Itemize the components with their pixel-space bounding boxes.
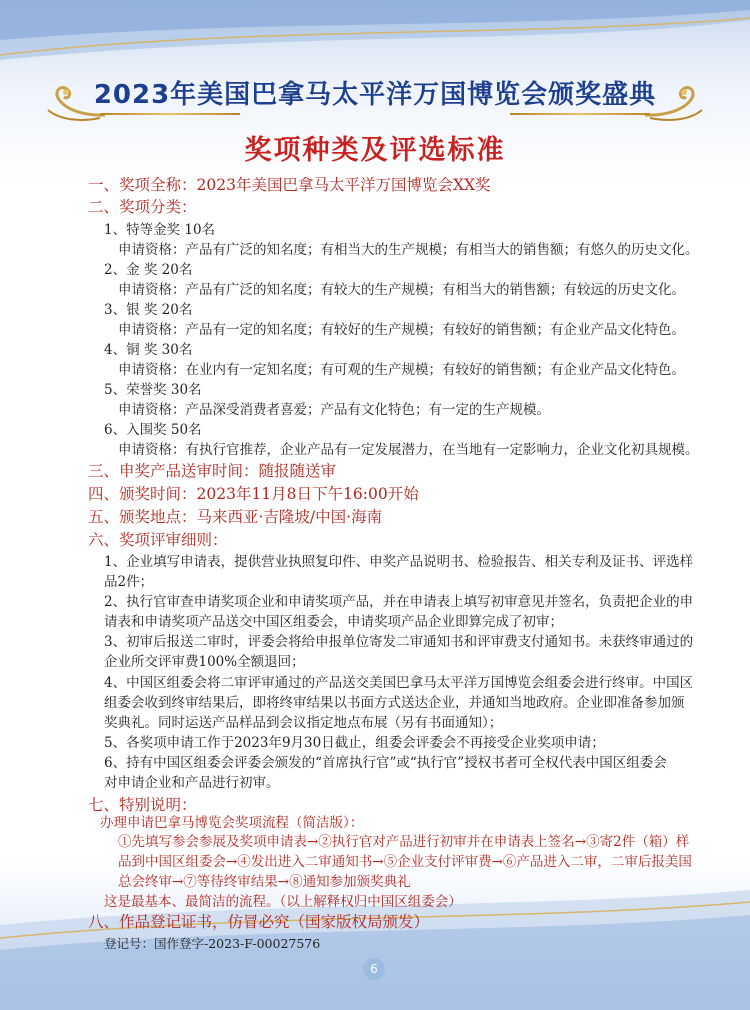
section-3-heading: 三、申奖产品送审时间：随报随送审 [88, 462, 337, 480]
section-7-heading: 七、特别说明： [88, 796, 197, 814]
section-4-heading: 四、颁奖时间：2023年11月8日下午16:00开始 [88, 485, 419, 503]
section-2-heading: 二、奖项分类： [88, 198, 197, 216]
section-1-heading: 一、奖项全称：2023年美国巴拿马太平洋万国博览会XX奖 [88, 176, 491, 194]
section-8-heading: 八、作品登记证书，仿冒必究（国家版权局颁发） [88, 913, 430, 931]
left-gold-divider [100, 113, 240, 115]
section-6-heading: 六、奖项评审细则： [88, 531, 228, 549]
award-requirement: 申请资格：在业内有一定知名度；有可观的生产规模；有较好的销售额；有企业产品文化特色。 [118, 362, 685, 378]
page-subtitle: 奖项种类及评选标准 [244, 135, 506, 166]
flow-line: ①先填写参会参展及奖项申请表→②执行官对产品进行初审并在申请表上签名→③寄2件（箱）样 [118, 834, 690, 850]
award-name: 3、银 奖 20名 [104, 302, 193, 318]
rule-line: 3、初审后报送二审时，评委会将给申报单位寄发二审通知书和评审费支付通知书。未获终审通过的 [104, 634, 694, 650]
flow-note: 这是最基本、最简洁的流程。（以上解释权归中国区组委会） [104, 894, 462, 910]
flow-line: 品到中国区组委会→④发出进入二审通知书→⑤企业支付评审费→⑥产品进入二审，二审后报美国 [118, 854, 692, 870]
flow-intro: 办理申请巴拿马博览会奖项流程（简洁版）： [100, 815, 364, 831]
rule-line: 品2件； [104, 574, 154, 590]
award-requirement: 申请资格：产品深受消费者喜爱；产品有文化特色；有一定的生产规模。 [118, 402, 550, 418]
award-requirement: 申请资格：产品有广泛的知名度；有较大的生产规模；有相当大的销售额；有较远的历史文化。 [118, 282, 685, 298]
flow-line: 总会终审→⑦等待终审结果→⑧通知参加颁奖典礼 [118, 874, 411, 890]
award-requirement: 申请资格：产品有一定的知名度；有较好的生产规模；有较好的销售额；有企业产品文化特色。 [118, 322, 685, 338]
page-number: 6 [363, 958, 385, 980]
rule-line: 请表和申请奖项产品送交中国区组委会，申请奖项产品企业即算完成了初审； [104, 614, 563, 630]
right-gold-divider [510, 113, 650, 115]
award-name: 6、入围奖 50名 [104, 422, 202, 438]
section-5-heading: 五、颁奖地点：马来西亚·吉隆坡/中国·海南 [88, 508, 383, 526]
left-gold-ornament-icon [40, 80, 110, 130]
rule-line: 奖典礼。同时运送产品样品到会议指定地点布展（另有书面通知）； [104, 715, 503, 731]
award-requirement: 申请资格：产品有广泛的知名度；有相当大的生产规模；有相当大的销售额；有悠久的历史文化。 [118, 242, 699, 258]
page-header-title: 2023年美国巴拿马太平洋万国博览会颁奖盛典 [93, 80, 657, 110]
rule-line: 5、各奖项申请工作于2023年9月30日截止，组委会评委会不再接受企业奖项申请； [104, 735, 605, 751]
rule-line: 对申请企业和产品进行初审。 [104, 775, 280, 791]
rule-line: 企业所交评审费100%全额退回； [104, 654, 305, 670]
rule-line: 6、持有中国区组委会评委会颁发的“首席执行官”或“执行官”授权书者可全权代表中国区组委会 [104, 755, 667, 771]
award-requirement: 申请资格：有执行官推荐，企业产品有一定发展潜力，在当地有一定影响力，企业文化初具规模。 [118, 442, 699, 458]
right-gold-ornament-icon [640, 80, 710, 130]
award-name: 4、铜 奖 30名 [104, 342, 193, 358]
rule-line: 组委会收到终审结果后，即将终审结果以书面方式送达企业，并通知当地政府。企业即准备参加颁 [104, 695, 685, 711]
rule-line: 2、执行官审查申请奖项企业和申请奖项产品，并在申请表上填写初审意见并签名，负责把企业的申 [104, 594, 694, 610]
award-name: 2、金 奖 20名 [104, 262, 193, 278]
top-wave-decoration [0, 0, 750, 70]
award-name: 1、特等金奖 10名 [104, 222, 216, 238]
rule-line: 4、中国区组委会将二审评审通过的产品送交美国巴拿马太平洋万国博览会组委会进行终审。中国区 [104, 675, 694, 691]
rule-line: 1、企业填写申请表，提供营业执照复印件、申奖产品说明书、检验报告、相关专利及证书、评选样 [104, 554, 694, 570]
award-name: 5、荣誉奖 30名 [104, 382, 202, 398]
registration-number: 登记号：国作登字-2023-F-00027576 [104, 936, 321, 951]
